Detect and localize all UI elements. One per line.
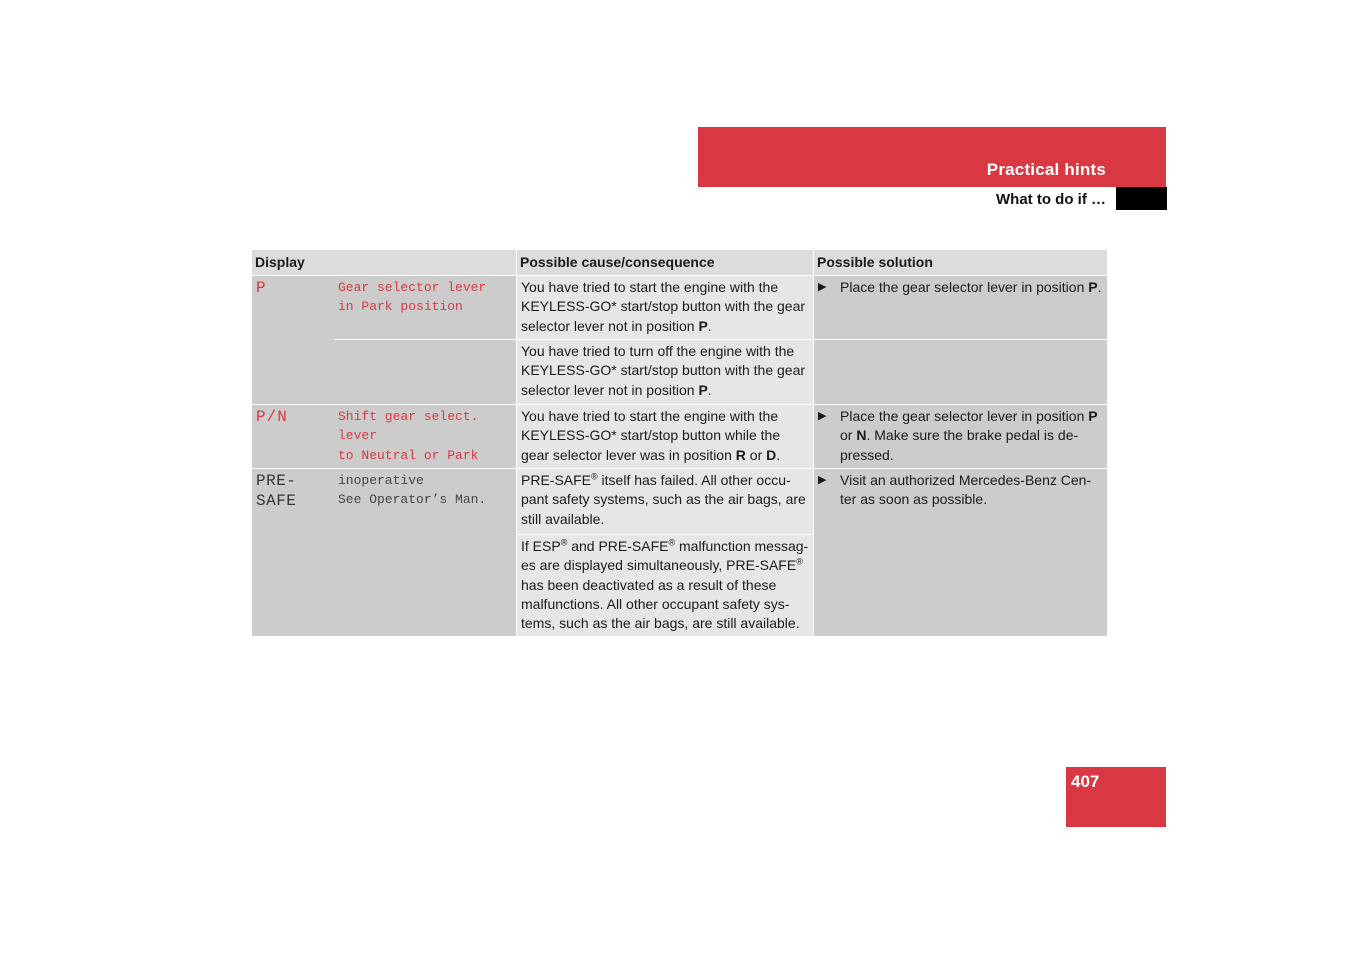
section-header-band	[698, 127, 1166, 187]
solution-text: ▶ Visit an authorized Mercedes-Benz Cen-ter as soon as possible.	[813, 469, 1107, 636]
table-row	[252, 468, 1107, 636]
triangle-right-icon: ▶	[818, 474, 827, 486]
cause-text: You have tried to turn off the engine with the KEYLESS-GO* start/stop button with the gear selector lever not in position P.	[516, 340, 813, 404]
cause-text: You have tried to start the engine with the KEYLESS-GO* start/stop button while the gear selector lever was in position R or D.	[516, 405, 813, 468]
subsection-title: What to do if …	[996, 191, 1106, 208]
display-message: Shift gear select. lever to Neutral or Park	[334, 405, 516, 468]
display-message: inoperative See Operator’s Man.	[334, 469, 516, 636]
header-display: Display	[252, 250, 516, 275]
table-row	[252, 404, 1107, 468]
table-row	[252, 275, 1107, 404]
header-cause: Possible cause/consequence	[516, 250, 813, 275]
page-number: 407	[1071, 772, 1100, 791]
cause-text: PRE-SAFE® itself has failed. All other occu-pant safety systems, such as the air bags, are still available.	[516, 469, 813, 534]
display-messages-table	[252, 250, 1107, 636]
triangle-right-icon: ▶	[818, 281, 827, 293]
display-code: P/N	[256, 408, 288, 426]
cause-text: If ESP® and PRE-SAFE® malfunction messag-es are displayed simultaneously, PRE-SAFE® has been deactivated as a result of these malfunctions. All other occupant safety sys-tems, such as the air bags, are still available.	[516, 534, 813, 636]
header-solution: Possible solution	[813, 250, 1107, 275]
cause-text: You have tried to start the engine with the KEYLESS-GO* start/stop button with the gear selector lever not in position P.	[516, 276, 813, 339]
triangle-right-icon: ▶	[818, 410, 827, 422]
page-number-box	[1066, 767, 1166, 827]
display-message: Gear selector lever in Park position	[334, 276, 516, 339]
table-header-row	[252, 250, 1107, 275]
display-code: PRE-SAFE	[256, 472, 297, 511]
section-tab-marker	[1116, 187, 1167, 210]
display-code: P	[256, 279, 267, 297]
section-title: Practical hints	[986, 160, 1106, 179]
solution-text: ▶ Place the gear selector lever in position P.	[813, 276, 1107, 339]
solution-text: ▶ Place the gear selector lever in position P or N. Make sure the brake pedal is de-pressed.	[813, 405, 1107, 468]
